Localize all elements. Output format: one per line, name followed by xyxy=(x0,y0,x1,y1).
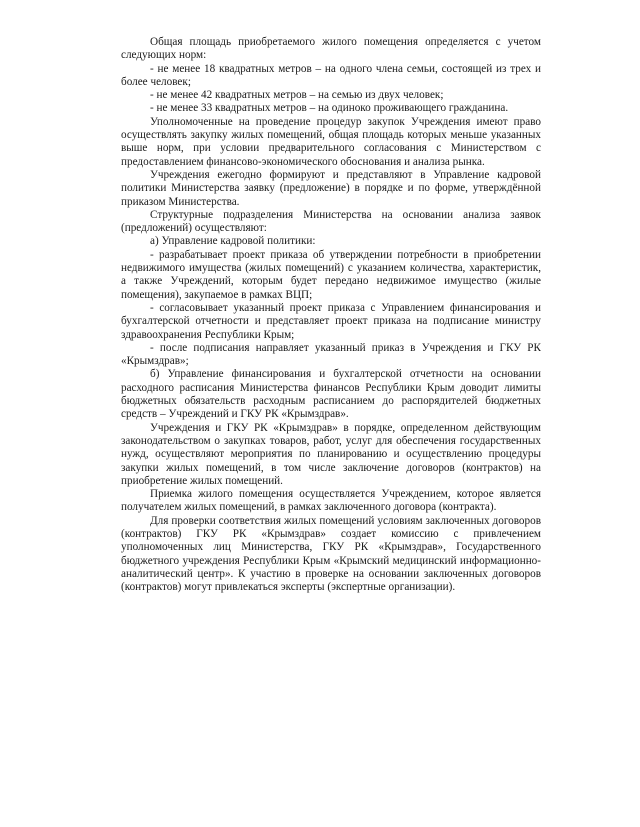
paragraph-structural-divisions: Структурные подразделения Министерства на основании анализа заявок (предложений) осуществляют: xyxy=(121,208,541,235)
paragraph-acceptance: Приемка жилого помещения осуществляется Учреждением, которое является получателем жилых помещений, в рамках заключенного договора (контракта). xyxy=(121,488,541,514)
paragraph-send-order: - после подписания направляет указанный приказ в Учреждения и ГКУ РК «Крымздрав»; xyxy=(121,341,541,368)
paragraph-commission: Для проверки соответствия жилых помещений условиям заключенных договоров (контрактов) ГКУ РК «Крымздрав» создает комиссию с привлечением уполномоченных лиц Министерства, ГКУ РК «Крымздрав», Государственного бюджетного учреждения Республики Крым «Крымский медицинский информационно-аналитический центр». К участию в проверке на основании заключенных договоров (контрактов) могут привлекаться эксперты (экспертные организации). xyxy=(121,514,541,594)
paragraph-area-norms-intro: Общая площадь приобретаемого жилого помещения определяется с учетом следующих норм: xyxy=(121,36,541,62)
paragraph-norm-single: - не менее 33 квадратных метров – на одиноко проживающего гражданина. xyxy=(150,102,509,115)
paragraph-draft-order: - разрабатывает проект приказа об утверждении потребности в приобретении недвижимого имущества (жилых помещений) с указанием количества, характеристик, а также Учреждений, которым будет передано недвижимое имущество (жилые помещения), закупаемое в рамках ВЦП; xyxy=(121,248,541,301)
paragraph-finance-department: б) Управление финансирования и бухгалтерской отчетности на основании расходного расписания Министерства финансов Республики Крым доводит лимиты бюджетных обязательств расходным расписанием до распорядителей бюджетных средств – Учреждений и ГКУ РК «Крымздрав». xyxy=(121,368,541,421)
paragraph-procurement-procedure: Учреждения и ГКУ РК «Крымздрав» в порядке, определенном действующим законодательством о закупках товаров, работ, услуг для обеспечения государственных нужд, осуществляют мероприятия по планированию и осуществлению процедуры закупки жилых помещений, в том числе заключение договоров (контрактов) на приобретение жилых помещений. xyxy=(121,421,541,487)
paragraph-norm-family-two: - не менее 42 квадратных метров – на семью из двух человек; xyxy=(150,89,444,102)
paragraph-hr-department: а) Управление кадровой политики: xyxy=(150,235,316,248)
paragraph-norm-family-three: - не менее 18 квадратных метров – на одного члена семьи, состоящей из трех и более человек; xyxy=(121,62,541,88)
paragraph-authorized-purchase: Уполномоченные на проведение процедур закупок Учреждения имеют право осуществлять закупку жилых помещений, общая площадь которых меньше указанных выше норм, при условии предварительного согласования с Министерством с предоставлением финансово-экономического обоснования и анализа рынка. xyxy=(121,115,541,168)
paragraph-annual-application: Учреждения ежегодно формируют и представляют в Управление кадровой политики Министерства заявку (предложение) в порядке и по форме, утверждённой приказом Министерства. xyxy=(121,168,541,208)
paragraph-approve-order: - согласовывает указанный проект приказа с Управлением финансирования и бухгалтерской отчетности и представляет проект приказа на подписание министру здравоохранения Республики Крым; xyxy=(121,301,541,341)
document-body xyxy=(121,36,541,594)
